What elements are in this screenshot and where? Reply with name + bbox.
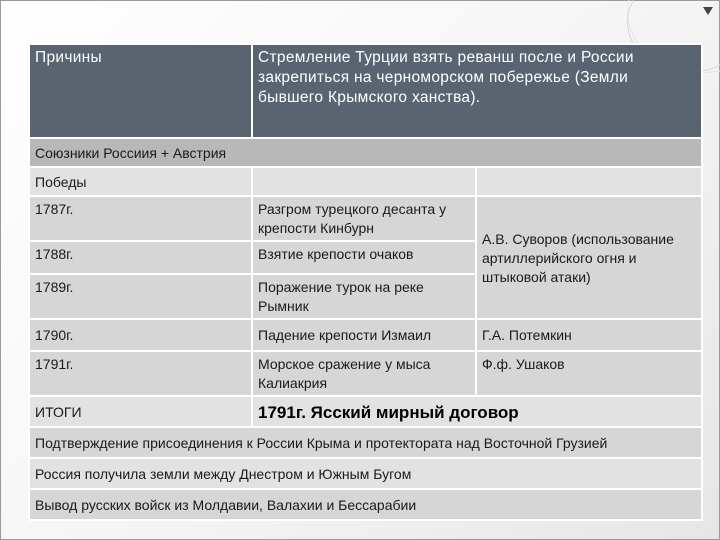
battle-event: Разгром турецкого десанта у крепости Кинбурн bbox=[252, 196, 476, 241]
battle-event: Поражение турок на реке Рымник bbox=[252, 274, 476, 319]
table-row bbox=[29, 138, 702, 167]
battle-year: 1789г. bbox=[29, 274, 252, 319]
battle-year: 1791г. bbox=[29, 351, 252, 396]
results-label: ИТОГИ bbox=[29, 396, 252, 427]
empty-cell bbox=[252, 167, 476, 196]
table-row bbox=[29, 351, 702, 396]
commander-suvorov: А.В. Суворов (использование артиллерийского огня и штыковой атаки) bbox=[476, 196, 702, 319]
table-row bbox=[29, 44, 702, 138]
table-row bbox=[29, 196, 702, 241]
allies-cell: Союзники Россиия + Австрия bbox=[29, 138, 702, 167]
battle-event: Морское сражение у мыса Калиакрия bbox=[252, 351, 476, 396]
battle-event: Взятие крепости очаков bbox=[252, 241, 476, 274]
battle-event: Падение крепости Измаил bbox=[252, 319, 476, 351]
causes-label: Причины bbox=[29, 44, 252, 138]
commander-ushakov: Ф.ф. Ушаков bbox=[476, 351, 702, 396]
causes-text: Стремление Турции взять реванш после и России закрепиться на черноморском побережье (Земли бывшего Крымского ханства). bbox=[252, 44, 702, 138]
commander-potemkin: Г.А. Потемкин bbox=[476, 319, 702, 351]
table-row bbox=[29, 458, 702, 489]
result-item: Подтверждение присоединения к России Крыма и протектората над Восточной Грузией bbox=[29, 427, 702, 458]
battle-year: 1788г. bbox=[29, 241, 252, 274]
table-row bbox=[29, 319, 702, 351]
table-row bbox=[29, 167, 702, 196]
battle-year: 1787г. bbox=[29, 196, 252, 241]
victories-label: Победы bbox=[29, 167, 252, 196]
battle-year: 1790г. bbox=[29, 319, 252, 351]
empty-cell bbox=[476, 167, 702, 196]
table-row bbox=[29, 427, 702, 458]
treaty-title: 1791г. Ясский мирный договор bbox=[252, 396, 702, 427]
result-item: Россия получила земли между Днестром и Южным Бугом bbox=[29, 458, 702, 489]
war-summary-table bbox=[28, 43, 703, 521]
table-row bbox=[29, 396, 702, 427]
triangle-bullet-icon bbox=[703, 7, 713, 15]
result-item: Вывод русских войск из Молдавии, Валахии и Бессарабии bbox=[29, 489, 702, 520]
table-row bbox=[29, 489, 702, 520]
